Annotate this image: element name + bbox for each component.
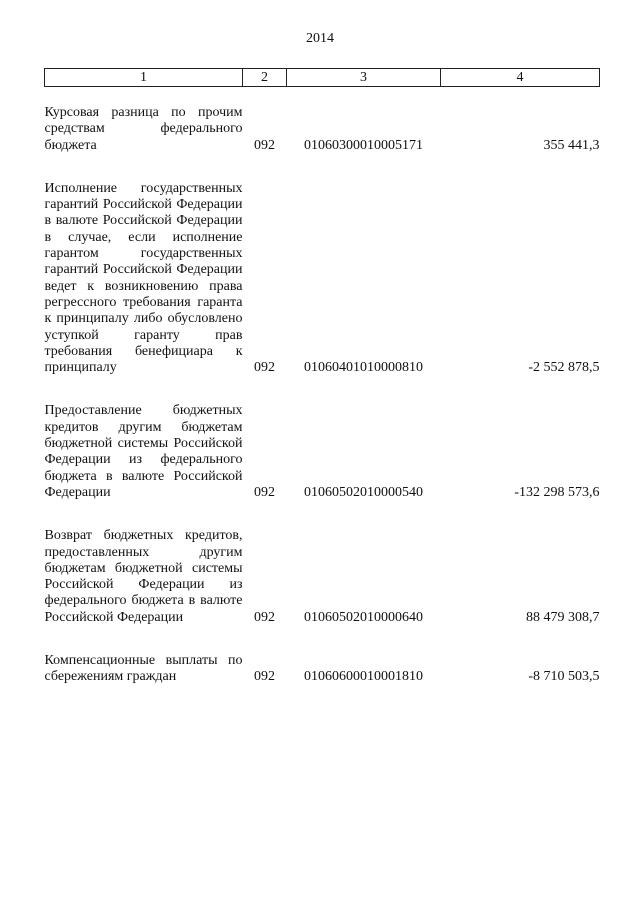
table-row bbox=[45, 653, 600, 686]
row-amount: -2 552 878,5 bbox=[528, 360, 600, 376]
row-admin-code: 092 bbox=[254, 137, 275, 153]
header-col-4: 4 bbox=[441, 69, 600, 87]
row-name: Возврат бюджетных кредитов, предоставленных другим бюджетам бюджетной системы Российской Федерации из федерального бюджета в валюте Российской Федерации bbox=[44, 528, 243, 625]
table-row bbox=[45, 105, 600, 154]
row-amount: -8 710 503,5 bbox=[528, 669, 600, 685]
table-row bbox=[45, 403, 600, 501]
budget-table bbox=[44, 68, 600, 686]
page-number: 2014 bbox=[306, 31, 334, 46]
header-col-1: 1 bbox=[45, 69, 243, 87]
table-body bbox=[45, 87, 600, 686]
table-row bbox=[45, 528, 600, 626]
row-classification-code: 01060502010000640 bbox=[304, 609, 423, 625]
row-admin-code: 092 bbox=[254, 360, 275, 376]
header-col-2: 2 bbox=[243, 69, 287, 87]
spacer-row bbox=[45, 501, 600, 528]
spacer-row bbox=[45, 87, 600, 106]
row-classification-code: 01060300010005171 bbox=[304, 137, 423, 153]
row-name: Курсовая разница по прочим средствам федерального бюджета bbox=[44, 105, 243, 153]
row-admin-code: 092 bbox=[254, 609, 275, 625]
row-amount: -132 298 573,6 bbox=[514, 484, 600, 500]
row-amount: 355 441,3 bbox=[543, 137, 600, 153]
row-classification-code: 01060401010000810 bbox=[304, 360, 423, 376]
header-row bbox=[45, 69, 600, 87]
row-classification-code: 01060600010001810 bbox=[304, 669, 423, 685]
row-name: Предоставление бюджетных кредитов другим бюджетам бюджетной системы Российской Федерации из федерального бюджета в валюте Российской Федерации bbox=[44, 403, 243, 500]
row-name: Исполнение государственных гарантий Российской Федерации в валюте Российской Федерации в случае, если исполнение гарантом государственных гарантий Российской Федерации ведет к возникновению права регрессного требования гаранта к принципалу либо обусловлено уступкой гаранту прав требования бенефициара к принципалу bbox=[44, 180, 243, 376]
spacer-row bbox=[45, 154, 600, 181]
spacer-row bbox=[45, 376, 600, 403]
row-name: Компенсационные выплаты по сбережениям граждан bbox=[44, 653, 243, 685]
table-row bbox=[45, 181, 600, 377]
row-admin-code: 092 bbox=[254, 669, 275, 685]
row-classification-code: 01060502010000540 bbox=[304, 484, 423, 500]
row-amount: 88 479 308,7 bbox=[526, 609, 600, 625]
spacer-row bbox=[45, 626, 600, 653]
table-header bbox=[45, 69, 600, 87]
header-col-3: 3 bbox=[287, 69, 441, 87]
row-admin-code: 092 bbox=[254, 484, 275, 500]
